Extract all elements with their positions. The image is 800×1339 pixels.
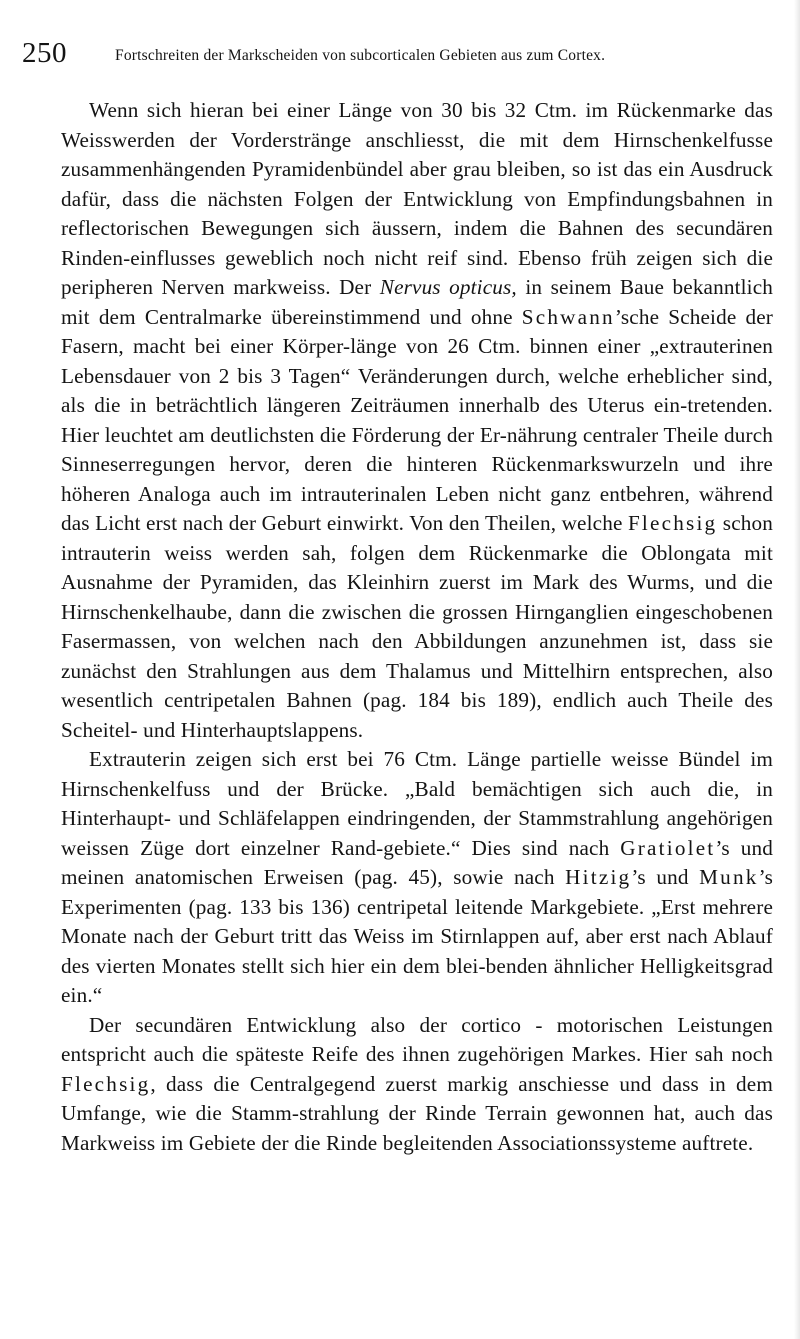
paragraph-1 [61,96,773,745]
text-segment: Der secundären Entwicklung also der cortico - motorischen Leistungen entspricht auch die späteste Reife des ihnen zugehörigen Markes. Hier sah noch [61,1012,773,1066]
spaced-name-schwann: Schwann [521,304,615,329]
text-segment: ’s Experimenten (pag. 133 bis 136) centripetal leitende Markgebiete. „Erst mehrere Monate nach der Geburt tritt das Weiss im Stirnlappen auf, aber erst nach Ablauf des vierten Monates stellt sich hier ein dem blei-benden ähnlicher Helligkeitsgrad ein.“ [61,865,773,1007]
paragraph-2 [61,745,773,1011]
page-header [22,36,782,76]
text-segment: schon intrauterin weiss werden sah, folgen dem Rückenmarke die Oblongata mit Ausnahme der Pyramiden, das Kleinhirn zuerst im Mark des Wurms, und die Hirnschenkelhaube, dann die zwischen die grossen Hirnganglien eingeschobenen Fasermassen, von welchen nach den Abbildungen anzunehmen ist, dass sie zunächst den Strahlungen aus dem Thalamus und Mittelhirn entsprechen, also wesentlich centripetalen Bahnen (pag. 184 bis 189), endlich auch Theile des Scheitel- und Hinterhauptslappens. [61,511,773,742]
body-text [61,96,773,1158]
page-edge-shadow [794,0,800,1339]
text-segment: in seinem Baue bekanntlich mit dem Centralmarke übereinstimmend und ohne [61,275,774,329]
text-segment: Extrauterin zeigen sich erst bei 76 Ctm. Länge partielle weisse Bündel im Hirnschenkelfuss und der Brücke. „Bald bemächtigen sich auch die, in Hinterhaupt- und Schläfelappen eindringenden, der Stammstrahlung angehörigen weissen Züge dort einzelner Rand-gebiete.“ Dies sind nach [61,747,773,860]
paragraph-3 [61,1011,773,1159]
text-segment: ’sche Scheide der Fasern, macht bei einer Körper-länge von 26 Ctm. binnen einer „extrauterinen Lebensdauer von 2 bis 3 Tagen“ Veränderungen durch, welche erheblicher sind, als die in beträchtlich längeren Zeiträumen innerhalb des Uterus ein-tretenden. Hier leuchtet am deutlichsten die Förderung der Er-nährung centraler Theile durch Sinneserregungen hervor, deren die hinteren Rückenmarkswurzeln und ihre höheren Analoga auch im intrauterinalen Leben nicht ganz entbehren, während das Licht erst nach der Geburt einwirkt. Von den Theilen, welche [61,304,773,535]
spaced-name-munk: Munk [699,865,759,889]
emphasis-nervus-opticus: Nervus opticus, [379,275,517,299]
spaced-name-flechsig: Flechsig [627,511,718,535]
spaced-name-hitzig: Hitzig [565,865,632,889]
text-segment: Wenn sich hieran bei einer Länge von 30 bis 32 Ctm. im Rückenmarke das Weisswerden der Vorderstränge anschliesst, die mit dem Hirnschenkelfusse zusammenhängenden Pyramidenbündel aber grau bleiben, so ist das ein Ausdruck dafür, dass die nächsten Folgen der Entwicklung von Empfindungsbahnen in reflectorischen Bewegungen sich äussern, indem die Bahnen des secundären Rinden-einflusses geweblich noch nicht reif sind. Ebenso früh zeigen sich die peripheren Nerven markweiss. Der [61,98,773,299]
spaced-name-gratiolet: Gratiolet [620,835,716,860]
spaced-name-flechsig: Flechsig [61,1071,151,1096]
text-segment: ’s und meinen anatomischen Erweisen (pag. 45), sowie nach [61,835,774,889]
text-segment: ’s und [631,865,700,889]
page-number: 250 [22,37,67,69]
running-head: Fortschreiten der Markscheiden von subcorticalen Gebieten aus zum Cortex. [115,47,606,64]
text-segment: , dass die Centralgegend zuerst markig anschiesse und dass in dem Umfange, wie die Stamm-strahlung der Rinde Terrain gewonnen hat, auch das Markweiss im Gebiete der die Rinde begleitenden Associationssysteme auftrete. [61,1071,773,1155]
